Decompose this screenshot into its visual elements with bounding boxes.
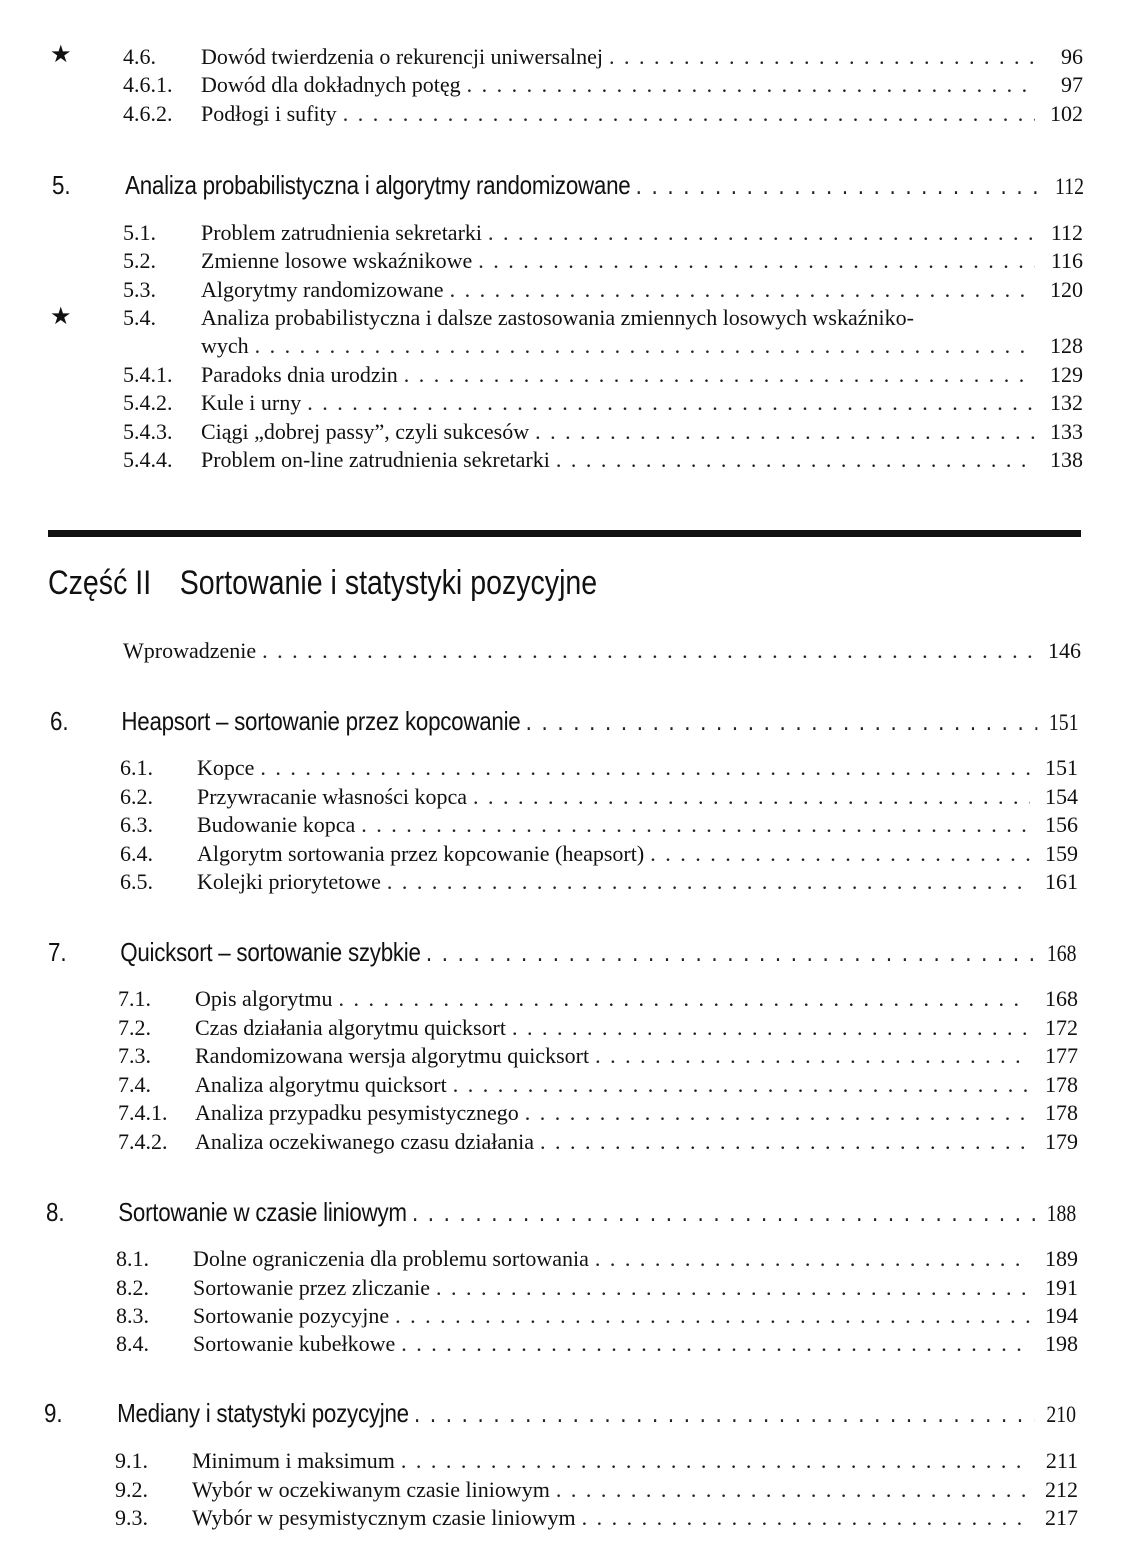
page-number: 133 [1050, 419, 1083, 444]
chapter-heading [46, 1197, 1076, 1228]
section-title: Paradoks dnia urodzin [201, 362, 398, 387]
toc-entry [123, 44, 1083, 70]
section-number: 5.3. [123, 277, 156, 302]
leader-dots [262, 638, 1033, 664]
leader-dots [414, 1398, 1035, 1429]
section-number: 7.4. [118, 1072, 151, 1097]
section-title: Algorytm sortowania przez kopcowanie (heapsort) [197, 841, 645, 866]
section-number: 5.4.2. [123, 390, 173, 415]
page-number: 178 [1045, 1072, 1078, 1097]
toc-entry-continuation [201, 333, 1083, 359]
leader-dots [636, 170, 1043, 201]
chapter-number: 6. [50, 706, 69, 736]
part-title: Sortowanie i statystyki pozycyjne [179, 564, 598, 602]
section-number: 5.4. [123, 305, 156, 330]
star-icon: ★ [50, 40, 72, 68]
page-number: 198 [1045, 1331, 1078, 1356]
leader-dots [343, 101, 1035, 127]
page-number: 159 [1045, 841, 1078, 866]
section-title: Problem on-line zatrudnienia sekretarki [201, 447, 550, 472]
section-title: Przywracanie własności kopca [197, 784, 468, 809]
page-number: 154 [1045, 784, 1078, 809]
leader-dots [260, 755, 1030, 781]
page-number: 138 [1050, 447, 1083, 472]
page-number: 151 [1045, 755, 1078, 780]
page-number: 191 [1045, 1275, 1078, 1300]
section-title: Kule i urny [201, 390, 302, 415]
toc-entry [120, 784, 1078, 810]
chapter-heading [44, 1398, 1076, 1429]
page-number: 210 [1046, 1402, 1076, 1427]
page-number: 168 [1046, 941, 1077, 966]
leader-dots [525, 1100, 1030, 1126]
leader-dots [255, 333, 1035, 359]
section-number: 8.4. [116, 1331, 149, 1356]
section-number: 5.4.4. [123, 447, 173, 472]
toc-entry [120, 841, 1078, 867]
chapter-number: 8. [46, 1197, 65, 1227]
toc-entry [123, 638, 1081, 664]
part-divider-rule [48, 530, 1081, 537]
toc-entry [118, 986, 1078, 1012]
chapter-heading [48, 937, 1077, 968]
section-title: Kolejki priorytetowe [197, 869, 381, 894]
section-title: Analiza algorytmu quicksort [195, 1072, 447, 1097]
section-number: 4.6. [123, 44, 156, 69]
leader-dots [339, 986, 1031, 1012]
leader-dots [473, 784, 1030, 810]
page-number: 168 [1045, 986, 1078, 1011]
section-number: 6.3. [120, 812, 153, 837]
page-number: 212 [1045, 1477, 1078, 1502]
section-title: Podłogi i sufity [201, 101, 337, 126]
page-number: 96 [1061, 44, 1083, 69]
part-heading [48, 564, 597, 603]
page-number: 120 [1050, 277, 1083, 302]
section-number: 5.2. [123, 248, 156, 273]
toc-entry [118, 1072, 1078, 1098]
page-number: 177 [1045, 1043, 1078, 1068]
toc-entry [120, 812, 1078, 838]
section-number: 6.2. [120, 784, 153, 809]
section-title: Analiza przypadku pesymistycznego [195, 1100, 519, 1125]
chapter-heading [50, 706, 1079, 737]
section-title: Analiza oczekiwanego czasu działania [195, 1129, 534, 1154]
leader-dots [387, 869, 1030, 895]
leader-dots [535, 419, 1035, 445]
section-number: 8.1. [116, 1246, 149, 1271]
leader-dots [412, 1197, 1035, 1228]
page-number: 97 [1061, 72, 1083, 97]
toc-entry [115, 1505, 1078, 1531]
page-number: 211 [1045, 1448, 1078, 1473]
toc-entry [116, 1331, 1078, 1357]
page-number: 128 [1050, 333, 1083, 358]
section-title: Analiza probabilistyczna i dalsze zastosowania zmiennych losowych wskaźniko- [201, 305, 914, 330]
toc-entry [123, 101, 1083, 127]
section-title: Dowód twierdzenia o rekurencji uniwersalnej [201, 44, 603, 69]
toc-entry [118, 1100, 1078, 1126]
part-label: Część II [48, 564, 152, 602]
section-number: 7.1. [118, 986, 151, 1011]
leader-dots [488, 220, 1035, 246]
chapter-number: 9. [44, 1398, 63, 1428]
page-number: 132 [1050, 390, 1083, 415]
section-title: Minimum i maksimum [192, 1448, 395, 1473]
toc-entry [116, 1246, 1078, 1272]
toc-entry [118, 1129, 1078, 1155]
toc-entry [123, 419, 1083, 445]
leader-dots [526, 706, 1038, 737]
chapter-number: 5. [52, 170, 71, 200]
section-number: 5.4.1. [123, 362, 173, 387]
toc-entry [123, 362, 1083, 388]
page-number: 116 [1050, 248, 1083, 273]
section-title: Randomizowana wersja algorytmu quicksort [195, 1043, 590, 1068]
chapter-title: Quicksort – sortowanie szybkie [120, 937, 421, 967]
section-number: 9.3. [115, 1505, 148, 1530]
toc-entry [120, 755, 1078, 781]
toc-entry [123, 447, 1083, 473]
page-number: 102 [1050, 101, 1083, 126]
chapter-title: Heapsort – sortowanie przez kopcowanie [121, 706, 521, 736]
section-number: 6.4. [120, 841, 153, 866]
toc-entry [123, 277, 1083, 303]
page-number: 129 [1050, 362, 1083, 387]
leader-dots [453, 1072, 1030, 1098]
section-title: Wprowadzenie [123, 638, 257, 663]
toc-entry [118, 1043, 1078, 1069]
page-number: 156 [1045, 812, 1078, 837]
section-title: Opis algorytmu [195, 986, 333, 1011]
page-number: 112 [1050, 220, 1083, 245]
section-title: Algorytmy randomizowane [201, 277, 444, 302]
toc-entry [120, 869, 1078, 895]
section-title: Czas działania algorytmu quicksort [195, 1015, 506, 1040]
section-title: Wybór w oczekiwanym czasie liniowym [192, 1477, 550, 1502]
leader-dots [450, 277, 1035, 303]
chapter-title: Sortowanie w czasie liniowym [118, 1197, 407, 1227]
section-number: 7.2. [118, 1015, 151, 1040]
toc-entry [123, 220, 1083, 246]
toc-entry [123, 390, 1083, 416]
leader-dots [595, 1246, 1030, 1272]
section-title: Problem zatrudnienia sekretarki [201, 220, 483, 245]
leader-dots [512, 1015, 1030, 1041]
leader-dots [395, 1303, 1030, 1329]
section-number: 5.4.3. [123, 419, 173, 444]
section-title: Dolne ograniczenia dla problemu sortowania [193, 1246, 589, 1271]
page-number: 194 [1045, 1303, 1078, 1328]
section-number: 4.6.2. [123, 101, 173, 126]
section-number: 8.2. [116, 1275, 149, 1300]
toc-entry [123, 248, 1083, 274]
leader-dots [361, 812, 1030, 838]
toc-entry [115, 1448, 1078, 1474]
page-number: 172 [1045, 1015, 1078, 1040]
toc-entry [116, 1275, 1078, 1301]
page-number: 178 [1045, 1100, 1078, 1125]
leader-dots [426, 937, 1035, 968]
section-title: Wybór w pesymistycznym czasie liniowym [192, 1505, 576, 1530]
section-number: 5.1. [123, 220, 156, 245]
leader-dots [582, 1505, 1030, 1531]
leader-dots [556, 447, 1035, 473]
toc-entry [123, 305, 1083, 331]
section-title: Dowód dla dokładnych potęg [201, 72, 461, 97]
page-number: 189 [1045, 1246, 1078, 1271]
leader-dots [540, 1129, 1030, 1155]
section-number: 9.1. [115, 1448, 148, 1473]
leader-dots [436, 1275, 1030, 1301]
section-number: 7.4.1. [118, 1100, 168, 1125]
section-title: Kopce [197, 755, 255, 780]
section-number: 6.1. [120, 755, 153, 780]
chapter-heading [52, 170, 1084, 201]
page-number: 112 [1055, 174, 1084, 199]
toc-entry [118, 1015, 1078, 1041]
section-number: 4.6.1. [123, 72, 173, 97]
page-number: 179 [1045, 1129, 1078, 1154]
page-number: 146 [1048, 638, 1081, 663]
page-number: 188 [1046, 1201, 1077, 1226]
page-number: 161 [1045, 869, 1078, 894]
toc-entry [123, 72, 1083, 98]
section-number: 9.2. [115, 1477, 148, 1502]
chapter-title: Analiza probabilistyczna i algorytmy randomizowane [125, 170, 631, 200]
chapter-title: Mediany i statystyki pozycyjne [117, 1398, 409, 1428]
star-icon: ★ [50, 302, 72, 330]
section-number: 6.5. [120, 869, 153, 894]
leader-dots [307, 390, 1035, 416]
leader-dots [467, 72, 1035, 98]
leader-dots [595, 1043, 1030, 1069]
toc-entry [116, 1303, 1078, 1329]
leader-dots [609, 44, 1035, 70]
chapter-number: 7. [48, 937, 67, 967]
section-title: Ciągi „dobrej passy”, czyli sukcesów [201, 419, 530, 444]
section-title: wych [201, 333, 249, 358]
leader-dots [478, 248, 1035, 274]
section-title: Sortowanie kubełkowe [193, 1331, 396, 1356]
section-title: Sortowanie przez zliczanie [193, 1275, 430, 1300]
section-number: 7.4.2. [118, 1129, 168, 1154]
section-title: Budowanie kopca [197, 812, 356, 837]
page-number: 151 [1048, 710, 1079, 735]
section-number: 8.3. [116, 1303, 149, 1328]
toc-entry [115, 1477, 1078, 1503]
leader-dots [404, 362, 1035, 388]
section-title: Sortowanie pozycyjne [193, 1303, 390, 1328]
leader-dots [401, 1331, 1030, 1357]
section-number: 7.3. [118, 1043, 151, 1068]
page-number: 217 [1045, 1505, 1078, 1530]
leader-dots [556, 1477, 1030, 1503]
leader-dots [650, 841, 1030, 867]
section-title: Zmienne losowe wskaźnikowe [201, 248, 473, 273]
leader-dots [401, 1448, 1030, 1474]
